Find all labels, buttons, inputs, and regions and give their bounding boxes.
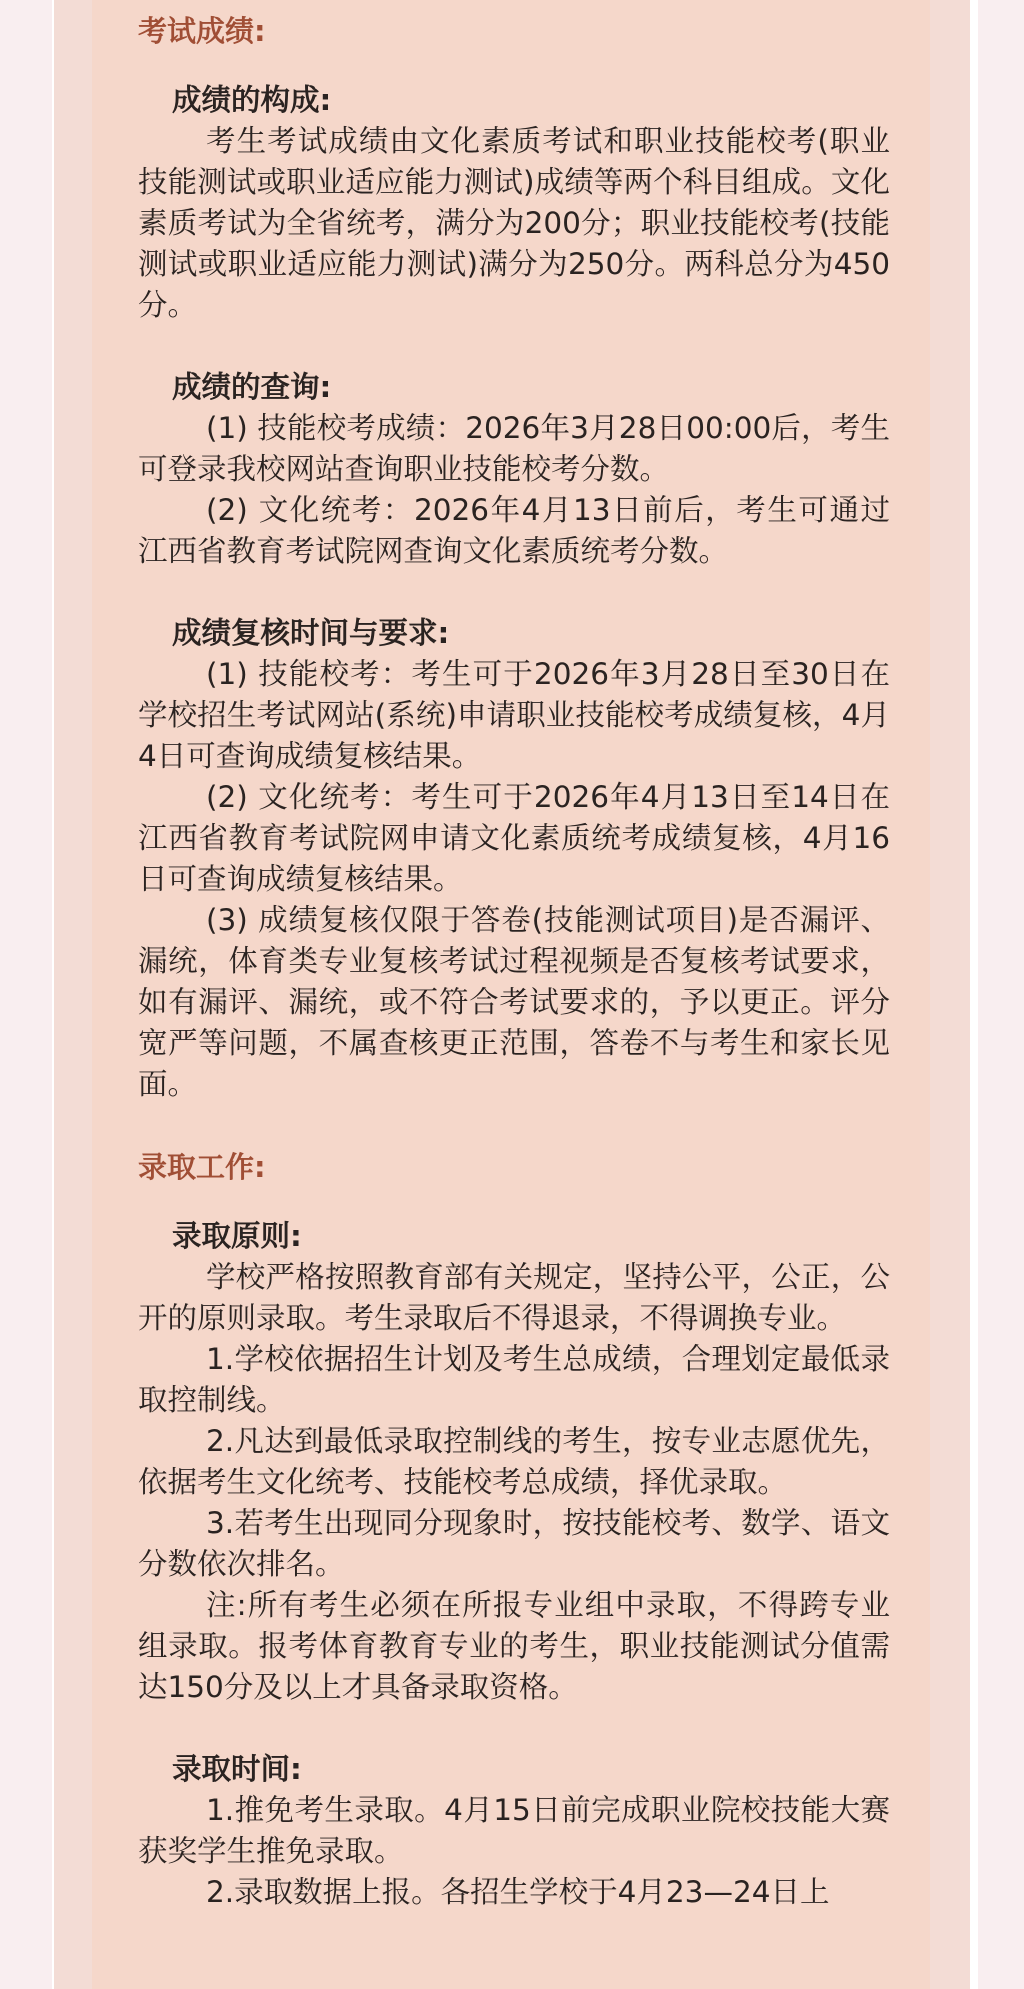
paragraph-principles-note: 注:所有考生必须在所报专业组中录取，不得跨专业组录取。报考体育教育专业的考生，职业技能测试分值需达150分及以上才具备录取资格。 (138, 1588, 890, 1704)
paragraph-review-skill: (1) 技能校考：考生可于2026年3月28日至30日在学校招生考试网站(系统)申请职业技能校考成绩复核，4月4日可查询成绩复核结果。 (138, 657, 890, 773)
left-border-rail (52, 0, 94, 1989)
paragraph-principles-3: 3.若考生出现同分现象时，按技能校考、数学、语文分数依次排名。 (138, 1506, 890, 1581)
subheading-admission-timing: 录取时间: (172, 1752, 302, 1786)
paragraph-score-composition: 考生考试成绩由文化素质考试和职业技能校考(职业技能测试或职业适应能力测试)成绩等两个科目组成。文化素质考试为全省统考，满分为200分；职业技能校考(技能测试或职业适应能力测试)满分为250分。两科总分为450分。 (138, 124, 890, 322)
paragraph-principles-2: 2.凡达到最低录取控制线的考生，按专业志愿优先，依据考生文化统考、技能校考总成绩，择优录取。 (138, 1424, 890, 1499)
subheading-score-review: 成绩复核时间与要求: (172, 616, 450, 650)
paragraph-query-culture: (2) 文化统考：2026年4月13日前后，考生可通过江西省教育考试院网查询文化素质统考分数。 (138, 493, 890, 568)
section-heading-admission: 录取工作: (138, 1150, 266, 1184)
left-margin (0, 0, 52, 1989)
paragraph-timing-2: 2.录取数据上报。各招生学校于4月23—24日上 (206, 1875, 830, 1909)
subheading-score-query: 成绩的查询: (172, 370, 332, 404)
subheading-admission-principles: 录取原则: (172, 1219, 302, 1253)
right-border-rail (930, 0, 972, 1989)
paragraph-review-scope: (3) 成绩复核仅限于答卷(技能测试项目)是否漏评、漏统，体育类专业复核考试过程视频是否复核考试要求，如有漏评、漏统，或不符合考试要求的，予以更正。评分宽严等问题，不属查核更正范围，答卷不与考生和家长见面。 (138, 903, 890, 1101)
paragraph-timing-1: 1.推免考生录取。4月15日前完成职业院校技能大赛获奖学生推免录取。 (138, 1793, 890, 1868)
right-margin (972, 0, 1024, 1989)
section-heading-exam-scores: 考试成绩: (138, 14, 266, 48)
subheading-score-composition: 成绩的构成: (172, 83, 332, 117)
paragraph-query-skill: (1) 技能校考成绩：2026年3月28日00:00后，考生可登录我校网站查询职业技能校考分数。 (138, 411, 890, 486)
paragraph-principles-1: 1.学校依据招生计划及考生总成绩，合理划定最低录取控制线。 (138, 1342, 890, 1417)
paragraph-principles-intro: 学校严格按照教育部有关规定，坚持公平，公正，公开的原则录取。考生录取后不得退录，不得调换专业。 (138, 1260, 890, 1335)
paragraph-review-culture: (2) 文化统考：考生可于2026年4月13日至14日在江西省教育考试院网申请文化素质统考成绩复核，4月16日可查询成绩复核结果。 (138, 780, 890, 896)
article-content (138, 10, 890, 1913)
